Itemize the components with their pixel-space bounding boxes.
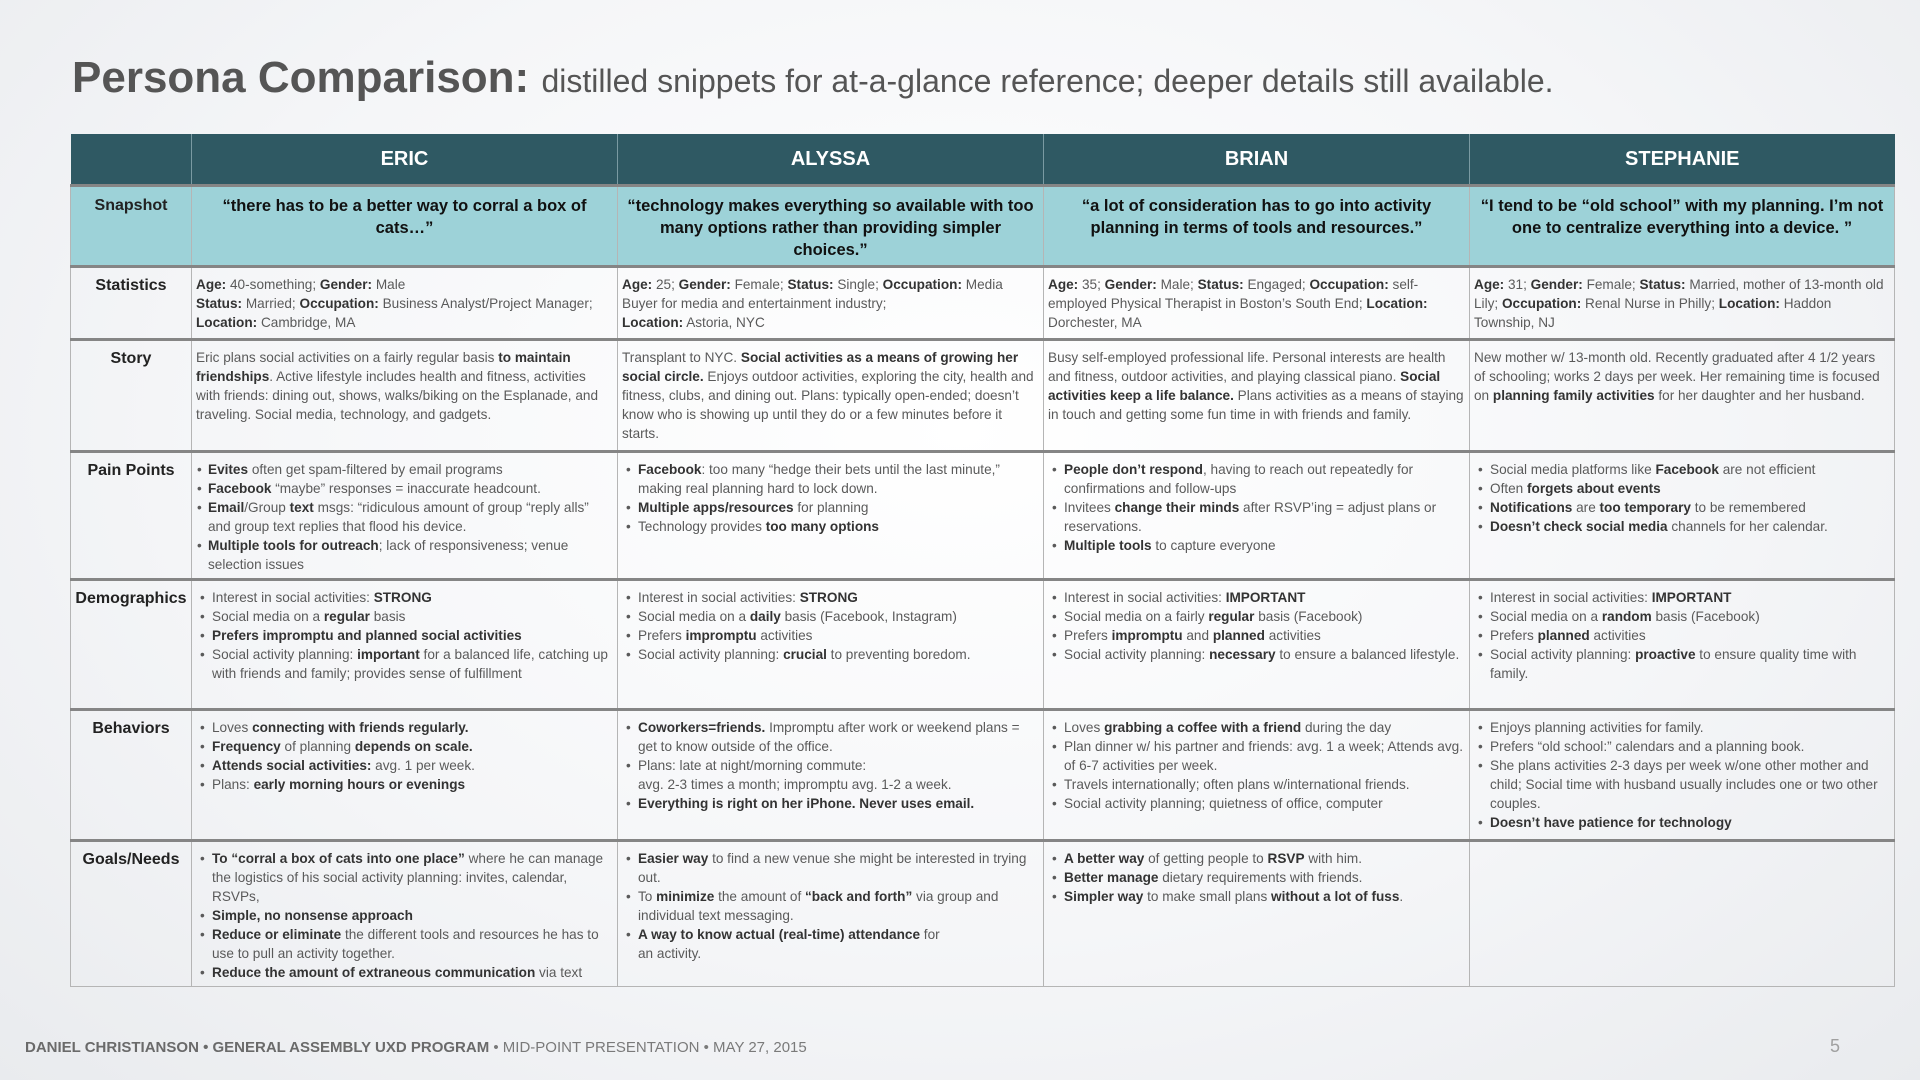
story-row: [71, 340, 1895, 452]
bullet-list: [1048, 460, 1465, 555]
list-item: • Technology provides too many options: [622, 517, 1039, 536]
list-item: • Evites often get spam-filtered by email programs: [196, 460, 613, 479]
story-cell: Busy self-employed professional life. Personal interests are health and fitness, outdoor activities, and playing classical piano. Social activities keep a life balance. Plans activities as a means of staying in touch and getting some fun time in with friends and family.: [1044, 340, 1470, 452]
list-item: • Reduce or eliminate the different tools and resources he has to use to pull an activity together.: [196, 925, 613, 963]
row-label-pain-points: Pain Points: [71, 452, 192, 580]
bullet-list: [1048, 718, 1465, 813]
snapshot-cell: “I tend to be “old school” with my planning. I’m not one to centralize everything into a device. ”: [1470, 186, 1895, 267]
bullet-list: [1474, 718, 1890, 832]
footer-event: • MID-POINT PRESENTATION • MAY 27, 2015: [489, 1039, 807, 1056]
list-item: • Multiple tools to capture everyone: [1048, 536, 1465, 555]
list-item: • Social media on a regular basis: [196, 607, 613, 626]
list-item: • Social activity planning: necessary to ensure a balanced lifestyle.: [1048, 645, 1465, 664]
list-item: • A way to know actual (real-time) attendance for an activity.: [622, 925, 1039, 963]
list-item: • Travels internationally; often plans w/international friends.: [1048, 775, 1465, 794]
list-item: • Interest in social activities: IMPORTANT: [1474, 588, 1890, 607]
row-label-demographics: Demographics: [71, 580, 192, 710]
statistics-row: [71, 267, 1895, 340]
demographics-row: [71, 580, 1895, 710]
snapshot-cell: “a lot of consideration has to go into activity planning in terms of tools and resources.”: [1044, 186, 1470, 267]
persona-header-brian: BRIAN: [1044, 134, 1470, 186]
list-item: • Loves grabbing a coffee with a friend during the day: [1048, 718, 1465, 737]
goals-cell: [1044, 841, 1470, 987]
bullet-list: [1474, 588, 1890, 683]
behaviors-cell: [1044, 710, 1470, 841]
snapshot-row: [71, 186, 1895, 267]
list-item: • To “corral a box of cats into one place” where he can manage the logistics of his social activity planning: invites, calendar, RSVPs,: [196, 849, 613, 906]
list-item: • Social activity planning: proactive to ensure quality time with family.: [1474, 645, 1890, 683]
pain-points-row: [71, 452, 1895, 580]
list-item: • People don’t respond, having to reach out repeatedly for confirmations and follow-ups: [1048, 460, 1465, 498]
list-item: • To minimize the amount of “back and forth” via group and individual text messaging.: [622, 887, 1039, 925]
bullet-list: [1474, 460, 1890, 536]
list-item: • Facebook “maybe” responses = inaccurate headcount.: [196, 479, 613, 498]
demographics-cell: [1044, 580, 1470, 710]
list-item: • Coworkers=friends. Impromptu after work or weekend plans = get to know outside of the office.: [622, 718, 1039, 756]
bullet-list: [196, 849, 613, 982]
story-cell: Transplant to NYC. Social activities as a means of growing her social circle. Enjoys outdoor activities, exploring the city, health and fitness, clubs, and dining out. Plans: typically open-ended; doesn’t know who is showing up until they do or a few minutes before it starts.: [618, 340, 1044, 452]
footer: [25, 1039, 807, 1056]
behaviors-cell: [618, 710, 1044, 841]
list-item: • Facebook: too many “hedge their bets until the last minute,” making real planning hard to lock down.: [622, 460, 1039, 498]
persona-header-stephanie: STEPHANIE: [1470, 134, 1895, 186]
title-main: Persona Comparison:: [72, 53, 530, 102]
bullet-list: [196, 588, 613, 683]
goals-cell: [1470, 841, 1895, 987]
pain-points-cell: [1044, 452, 1470, 580]
statistics-cell: Age: 35; Gender: Male; Status: Engaged; Occupation: self-employed Physical Therapist in Boston’s South End; Location: Dorchester, MA: [1044, 267, 1470, 340]
header-row: [71, 134, 1895, 186]
list-item: • Prefers impromptu and planned social activities: [196, 626, 613, 645]
list-item: • Interest in social activities: STRONG: [622, 588, 1039, 607]
behaviors-cell: [1470, 710, 1895, 841]
bullet-list: [622, 849, 1039, 963]
goals-cell: [192, 841, 618, 987]
list-item: • Frequency of planning depends on scale.: [196, 737, 613, 756]
list-item: • Interest in social activities: IMPORTANT: [1048, 588, 1465, 607]
list-item: • Prefers “old school:” calendars and a planning book.: [1474, 737, 1890, 756]
story-cell: Eric plans social activities on a fairly regular basis to maintain friendships. Active lifestyle includes health and fitness, activities with friends: dining out, shows, walks/biking on the Esplanade, and traveling. Social media, technology, and gadgets.: [192, 340, 618, 452]
list-item: • Plan dinner w/ his partner and friends: avg. 1 a week; Attends avg. of 6-7 activities per week.: [1048, 737, 1465, 775]
row-label-goals: Goals/Needs: [71, 841, 192, 987]
bullet-list: [196, 718, 613, 794]
list-item: • Plans: early morning hours or evenings: [196, 775, 613, 794]
row-label-story: Story: [71, 340, 192, 452]
persona-header-alyssa: ALYSSA: [618, 134, 1044, 186]
statistics-cell: Age: 40-something; Gender: Male Status: Married; Occupation: Business Analyst/Project Manager; Location: Cambridge, MA: [192, 267, 618, 340]
list-item: • Social media on a random basis (Facebook): [1474, 607, 1890, 626]
list-item: • Social media platforms like Facebook are not efficient: [1474, 460, 1890, 479]
goals-cell: [618, 841, 1044, 987]
demographics-cell: [1470, 580, 1895, 710]
list-item: • Prefers impromptu and planned activities: [1048, 626, 1465, 645]
demographics-cell: [192, 580, 618, 710]
snapshot-cell: “there has to be a better way to corral a box of cats…”: [192, 186, 618, 267]
list-item: • Prefers planned activities: [1474, 626, 1890, 645]
behaviors-cell: [192, 710, 618, 841]
persona-header-eric: ERIC: [192, 134, 618, 186]
bullet-list: [622, 460, 1039, 536]
snapshot-cell: “technology makes everything so available with too many options rather than providing simpler choices.”: [618, 186, 1044, 267]
demographics-cell: [618, 580, 1044, 710]
story-cell: New mother w/ 13-month old. Recently graduated after 4 1/2 years of schooling; works 2 days per week. Her remaining time is focused on planning family activities for her daughter and her husband.: [1470, 340, 1895, 452]
list-item: • Easier way to find a new venue she might be interested in trying out.: [622, 849, 1039, 887]
goals-row: [71, 841, 1895, 987]
list-item: • Simpler way to make small plans without a lot of fuss.: [1048, 887, 1465, 906]
list-item: • Enjoys planning activities for family.: [1474, 718, 1890, 737]
header-corner: [71, 134, 192, 186]
list-item: • Attends social activities: avg. 1 per week.: [196, 756, 613, 775]
footer-author: DANIEL CHRISTIANSON • GENERAL ASSEMBLY UXD PROGRAM: [25, 1039, 490, 1056]
list-item: • Doesn’t have patience for technology: [1474, 813, 1890, 832]
list-item: • Social activity planning: important for a balanced life, catching up with friends and family; provides sense of fulfillment: [196, 645, 613, 683]
bullet-list: [1048, 588, 1465, 664]
persona-comparison-table: [70, 134, 1895, 987]
list-item: • Better manage dietary requirements with friends.: [1048, 868, 1465, 887]
list-item: • Simple, no nonsense approach: [196, 906, 613, 925]
list-item: • Prefers impromptu activities: [622, 626, 1039, 645]
list-item: • Social activity planning: crucial to preventing boredom.: [622, 645, 1039, 664]
row-label-statistics: Statistics: [71, 267, 192, 340]
list-item: • She plans activities 2-3 days per week w/one other mother and child; Social time with husband usually includes one or two other couples.: [1474, 756, 1890, 813]
title-subtitle: distilled snippets for at-a-glance reference; deeper details still available.: [541, 63, 1554, 99]
bullet-list: [622, 588, 1039, 664]
bullet-list: [1048, 849, 1465, 906]
list-item: • Social media on a fairly regular basis (Facebook): [1048, 607, 1465, 626]
bullet-list: [622, 718, 1039, 813]
list-item: • Social media on a daily basis (Facebook, Instagram): [622, 607, 1039, 626]
list-item: • Doesn’t check social media channels for her calendar.: [1474, 517, 1890, 536]
pain-points-cell: [618, 452, 1044, 580]
list-item: • Email/Group text msgs: “ridiculous amount of group “reply alls” and group text replies that flood his device.: [196, 498, 613, 536]
list-item: • Multiple apps/resources for planning: [622, 498, 1039, 517]
list-item: • Often forgets about events: [1474, 479, 1890, 498]
statistics-cell: Age: 31; Gender: Female; Status: Married, mother of 13-month old Lily; Occupation: Renal Nurse in Philly; Location: Haddon Township, NJ: [1470, 267, 1895, 340]
list-item: • Notifications are too temporary to be remembered: [1474, 498, 1890, 517]
list-item: • Reduce the amount of extraneous communication via text: [196, 963, 613, 982]
pain-points-cell: [192, 452, 618, 580]
page-title: [72, 48, 1554, 111]
pain-points-cell: [1470, 452, 1895, 580]
row-label-behaviors: Behaviors: [71, 710, 192, 841]
list-item: • Loves connecting with friends regularly.: [196, 718, 613, 737]
list-item: • Plans: late at night/morning commute: avg. 2-3 times a month; impromptu avg. 1-2 a week.: [622, 756, 1039, 794]
list-item: • Multiple tools for outreach; lack of responsiveness; venue selection issues: [196, 536, 613, 574]
row-label-snapshot: Snapshot: [71, 186, 192, 267]
list-item: • Everything is right on her iPhone. Never uses email.: [622, 794, 1039, 813]
statistics-cell: Age: 25; Gender: Female; Status: Single; Occupation: Media Buyer for media and entertainment industry; Location: Astoria, NYC: [618, 267, 1044, 340]
list-item: • Invitees change their minds after RSVP’ing = adjust plans or reservations.: [1048, 498, 1465, 536]
list-item: • A better way of getting people to RSVP with him.: [1048, 849, 1465, 868]
bullet-list: [196, 460, 613, 574]
behaviors-row: [71, 710, 1895, 841]
list-item: • Social activity planning; quietness of office, computer: [1048, 794, 1465, 813]
list-item: • Interest in social activities: STRONG: [196, 588, 613, 607]
page-number: 5: [1829, 1036, 1840, 1056]
